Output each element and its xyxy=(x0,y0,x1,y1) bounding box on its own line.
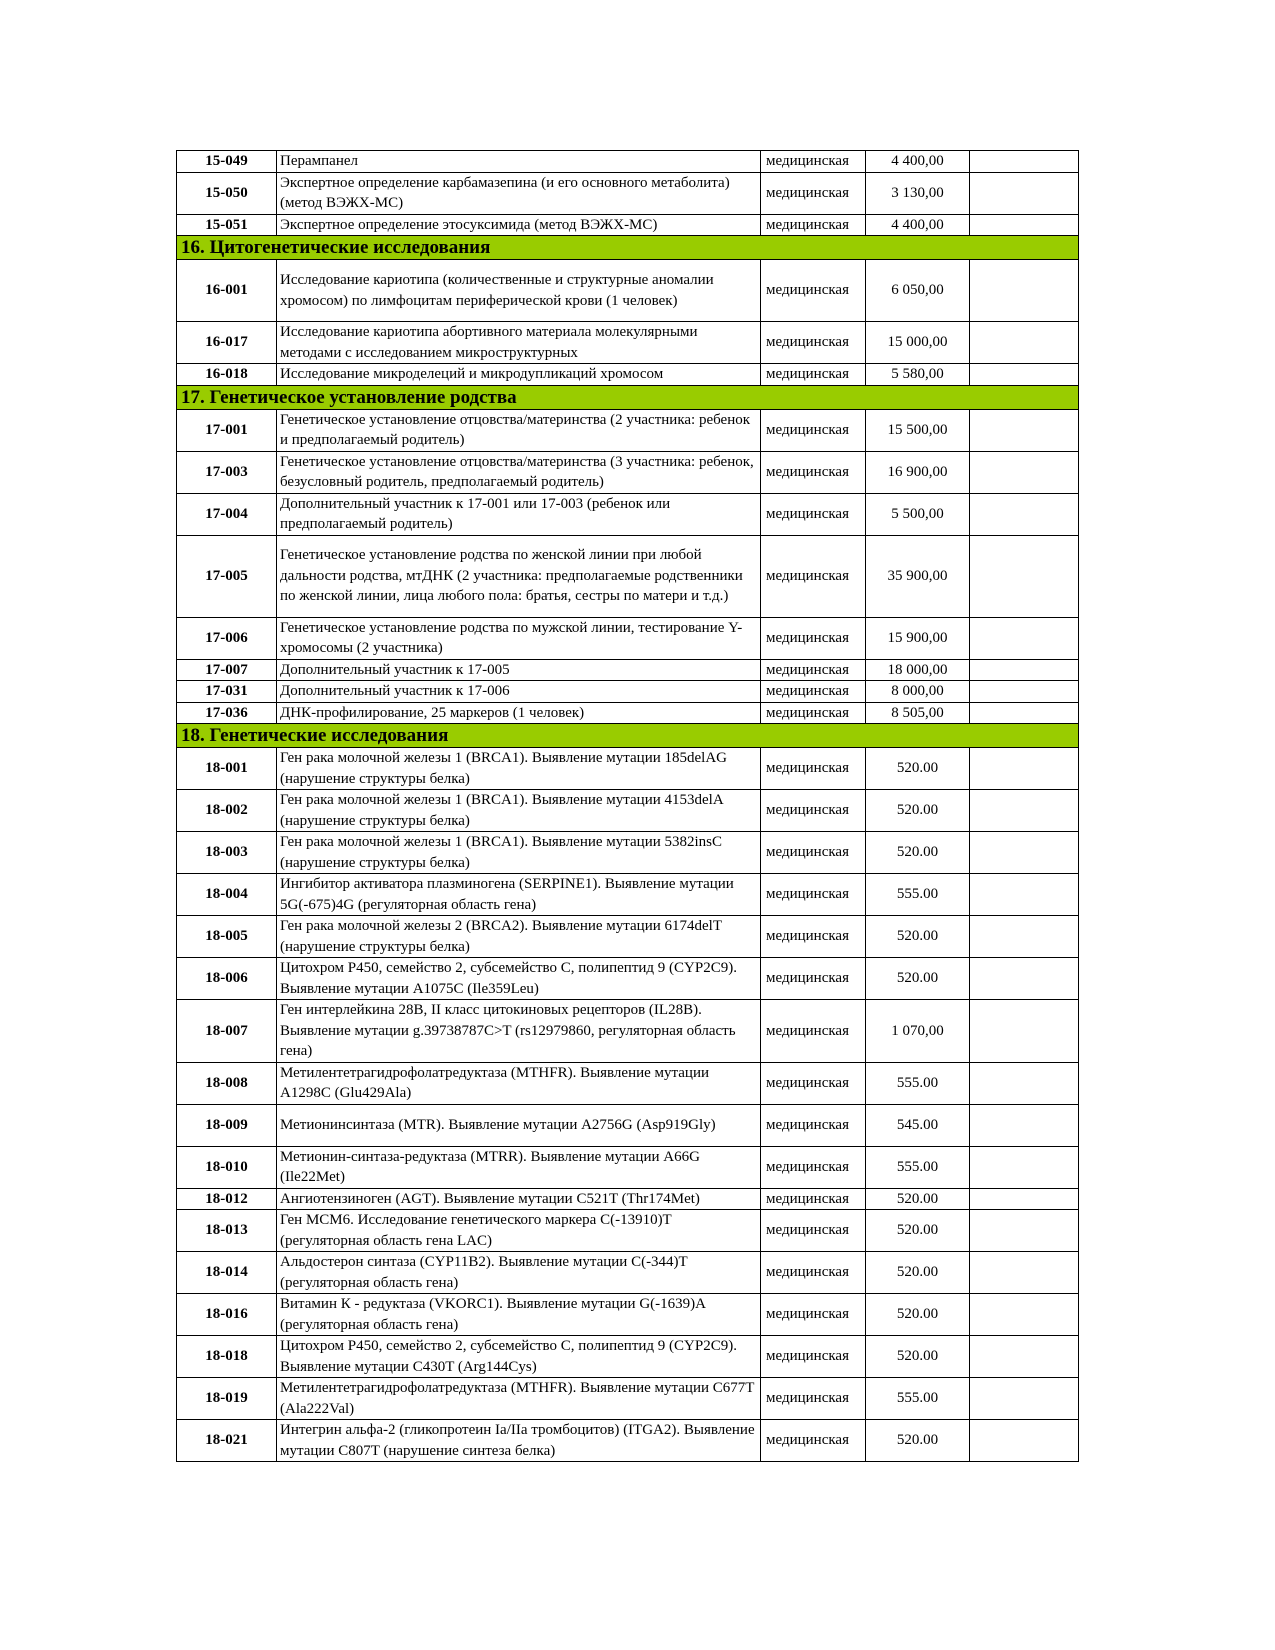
empty-cell xyxy=(970,151,1079,173)
service-type: медицинская xyxy=(761,681,866,703)
price-table-body xyxy=(177,151,1079,1462)
service-name: Ген интерлейкина 28B, II класс цитокиновых рецепторов (IL28B). Выявление мутации g.39738787C>T (rs12979860, регуляторная область гена) xyxy=(277,1000,761,1063)
table-row xyxy=(177,1252,1079,1294)
service-name: Генетическое установление отцовства/материнства (3 участника: ребенок, безусловный родитель, предполагаемый родитель) xyxy=(277,451,761,493)
service-price: 16 900,00 xyxy=(866,451,970,493)
service-type: медицинская xyxy=(761,748,866,790)
service-name: Ген рака молочной железы 2 (BRCA2). Выявление мутации 6174delT (нарушение структуры белка) xyxy=(277,916,761,958)
service-name: Метионинсинтаза (MTR). Выявление мутации A2756G (Asp919Gly) xyxy=(277,1104,761,1146)
service-name: Метилентетрагидрофолатредуктаза (MTHFR). Выявление мутации A1298C (Glu429Ala) xyxy=(277,1062,761,1104)
service-price: 8 000,00 xyxy=(866,681,970,703)
empty-cell xyxy=(970,451,1079,493)
empty-cell xyxy=(970,364,1079,386)
service-price: 520.00 xyxy=(866,1336,970,1378)
empty-cell xyxy=(970,1210,1079,1252)
service-name: Ген рака молочной железы 1 (BRCA1). Выявление мутации 5382insC (нарушение структуры белка) xyxy=(277,832,761,874)
service-name: Метионин-синтаза-редуктаза (MTRR). Выявление мутации A66G (Ile22Met) xyxy=(277,1146,761,1188)
table-row xyxy=(177,1210,1079,1252)
service-price: 6 050,00 xyxy=(866,260,970,322)
table-row xyxy=(177,535,1079,617)
service-price: 4 400,00 xyxy=(866,151,970,173)
service-name: Ген рака молочной железы 1 (BRCA1). Выявление мутации 185delAG (нарушение структуры белка) xyxy=(277,748,761,790)
empty-cell xyxy=(970,535,1079,617)
service-price: 545.00 xyxy=(866,1104,970,1146)
table-row xyxy=(177,659,1079,681)
section-title: 17. Генетическое установление родства xyxy=(177,385,1079,409)
service-type: медицинская xyxy=(761,1062,866,1104)
service-price: 520.00 xyxy=(866,790,970,832)
table-row xyxy=(177,409,1079,451)
table-row xyxy=(177,681,1079,703)
table-row xyxy=(177,832,1079,874)
service-code: 18-006 xyxy=(177,958,277,1000)
service-code: 18-010 xyxy=(177,1146,277,1188)
empty-cell xyxy=(970,409,1079,451)
service-code: 17-036 xyxy=(177,702,277,724)
service-price: 520.00 xyxy=(866,1420,970,1462)
service-type: медицинская xyxy=(761,1252,866,1294)
table-row xyxy=(177,748,1079,790)
service-type: медицинская xyxy=(761,1294,866,1336)
empty-cell xyxy=(970,1252,1079,1294)
service-code: 15-049 xyxy=(177,151,277,173)
service-name: Метилентетрагидрофолатредуктаза (MTHFR). Выявление мутации C677T (Ala222Val) xyxy=(277,1378,761,1420)
service-name: ДНК-профилирование, 25 маркеров (1 человек) xyxy=(277,702,761,724)
service-name: Витамин К - редуктаза (VKORC1). Выявление мутации G(-1639)A (регуляторная область гена) xyxy=(277,1294,761,1336)
service-code: 17-031 xyxy=(177,681,277,703)
service-code: 18-008 xyxy=(177,1062,277,1104)
service-type: медицинская xyxy=(761,958,866,1000)
service-price: 4 400,00 xyxy=(866,214,970,236)
service-price: 520.00 xyxy=(866,958,970,1000)
service-type: медицинская xyxy=(761,535,866,617)
service-type: медицинская xyxy=(761,451,866,493)
table-row xyxy=(177,1420,1079,1462)
table-row xyxy=(177,702,1079,724)
table-row xyxy=(177,874,1079,916)
service-code: 18-004 xyxy=(177,874,277,916)
service-code: 18-019 xyxy=(177,1378,277,1420)
service-code: 17-001 xyxy=(177,409,277,451)
service-price: 555.00 xyxy=(866,874,970,916)
service-code: 17-004 xyxy=(177,493,277,535)
service-name: Дополнительный участник к 17-006 xyxy=(277,681,761,703)
service-price: 520.00 xyxy=(866,916,970,958)
empty-cell xyxy=(970,1420,1079,1462)
service-name: Дополнительный участник к 17-001 или 17-003 (ребенок или предполагаемый родитель) xyxy=(277,493,761,535)
section-title: 16. Цитогенетические исследования xyxy=(177,236,1079,260)
table-row xyxy=(177,322,1079,364)
price-table xyxy=(176,150,1079,1462)
service-name: Исследование кариотипа абортивного материала молекулярными методами с исследованием микроструктурных xyxy=(277,322,761,364)
service-type: медицинская xyxy=(761,1378,866,1420)
table-row xyxy=(177,214,1079,236)
section-header-row xyxy=(177,236,1079,260)
service-type: медицинская xyxy=(761,1146,866,1188)
service-name: Исследование микроделеций и микродупликаций хромосом xyxy=(277,364,761,386)
table-row xyxy=(177,1146,1079,1188)
service-name: Перампанел xyxy=(277,151,761,173)
service-price: 555.00 xyxy=(866,1062,970,1104)
service-type: медицинская xyxy=(761,409,866,451)
service-type: медицинская xyxy=(761,1000,866,1063)
table-row xyxy=(177,1000,1079,1063)
empty-cell xyxy=(970,1336,1079,1378)
empty-cell xyxy=(970,260,1079,322)
service-price: 520.00 xyxy=(866,1210,970,1252)
service-code: 18-021 xyxy=(177,1420,277,1462)
service-price: 15 500,00 xyxy=(866,409,970,451)
service-price: 520.00 xyxy=(866,1252,970,1294)
service-name: Интегрин альфа-2 (гликопротеин Ia/IIa тромбоцитов) (ITGA2). Выявление мутации C807T (нарушение синтеза белка) xyxy=(277,1420,761,1462)
table-row xyxy=(177,151,1079,173)
empty-cell xyxy=(970,916,1079,958)
service-name: Цитохром P450, семейство 2, субсемейство C, полипептид 9 (CYP2C9). Выявление мутации C430T (Arg144Cys) xyxy=(277,1336,761,1378)
empty-cell xyxy=(970,617,1079,659)
service-code: 17-007 xyxy=(177,659,277,681)
service-code: 16-001 xyxy=(177,260,277,322)
service-code: 16-017 xyxy=(177,322,277,364)
table-row xyxy=(177,451,1079,493)
empty-cell xyxy=(970,659,1079,681)
table-row xyxy=(177,958,1079,1000)
service-name: Ген MCM6. Исследование генетического маркера C(-13910)T (регуляторная область гена LAC) xyxy=(277,1210,761,1252)
service-code: 16-018 xyxy=(177,364,277,386)
empty-cell xyxy=(970,790,1079,832)
service-type: медицинская xyxy=(761,1336,866,1378)
service-price: 555.00 xyxy=(866,1378,970,1420)
empty-cell xyxy=(970,1378,1079,1420)
empty-cell xyxy=(970,1104,1079,1146)
service-price: 3 130,00 xyxy=(866,172,970,214)
service-price: 1 070,00 xyxy=(866,1000,970,1063)
service-name: Генетическое установление родства по женской линии при любой дальности родства, мтДНК (2 участника: предполагаемые родственники по женской линии, лица любого пола: братья, сестры по матери и т.д.) xyxy=(277,535,761,617)
empty-cell xyxy=(970,1062,1079,1104)
table-row xyxy=(177,617,1079,659)
service-name: Генетическое установление отцовства/материнства (2 участника: ребенок и предполагаемый родитель) xyxy=(277,409,761,451)
service-name: Генетическое установление родства по мужской линии, тестирование Y-хромосомы (2 участника) xyxy=(277,617,761,659)
table-row xyxy=(177,1378,1079,1420)
service-code: 18-013 xyxy=(177,1210,277,1252)
table-row xyxy=(177,1294,1079,1336)
empty-cell xyxy=(970,958,1079,1000)
service-code: 17-003 xyxy=(177,451,277,493)
service-name: Альдостерон синтаза (CYP11B2). Выявление мутации C(-344)T (регуляторная область гена) xyxy=(277,1252,761,1294)
service-type: медицинская xyxy=(761,214,866,236)
empty-cell xyxy=(970,1294,1079,1336)
table-row xyxy=(177,364,1079,386)
empty-cell xyxy=(970,874,1079,916)
table-row xyxy=(177,916,1079,958)
service-code: 18-016 xyxy=(177,1294,277,1336)
table-row xyxy=(177,1336,1079,1378)
empty-cell xyxy=(970,493,1079,535)
service-type: медицинская xyxy=(761,172,866,214)
service-price: 520.00 xyxy=(866,1294,970,1336)
service-code: 17-005 xyxy=(177,535,277,617)
service-name: Ангиотензиноген (AGT). Выявление мутации C521T (Thr174Met) xyxy=(277,1188,761,1210)
empty-cell xyxy=(970,214,1079,236)
service-price: 520.00 xyxy=(866,832,970,874)
service-price: 5 500,00 xyxy=(866,493,970,535)
table-row xyxy=(177,493,1079,535)
table-row xyxy=(177,172,1079,214)
section-header-row xyxy=(177,385,1079,409)
service-type: медицинская xyxy=(761,260,866,322)
service-code: 15-051 xyxy=(177,214,277,236)
service-code: 18-005 xyxy=(177,916,277,958)
service-type: медицинская xyxy=(761,702,866,724)
service-name: Экспертное определение карбамазепина (и его основного метаболита) (метод ВЭЖХ-МС) xyxy=(277,172,761,214)
empty-cell xyxy=(970,832,1079,874)
service-type: медицинская xyxy=(761,1420,866,1462)
service-price: 15 900,00 xyxy=(866,617,970,659)
service-price: 15 000,00 xyxy=(866,322,970,364)
service-type: медицинская xyxy=(761,1188,866,1210)
service-type: медицинская xyxy=(761,151,866,173)
table-row xyxy=(177,1062,1079,1104)
service-type: медицинская xyxy=(761,832,866,874)
service-name: Дополнительный участник к 17-005 xyxy=(277,659,761,681)
service-code: 18-012 xyxy=(177,1188,277,1210)
service-code: 15-050 xyxy=(177,172,277,214)
service-type: медицинская xyxy=(761,364,866,386)
service-type: медицинская xyxy=(761,659,866,681)
service-code: 18-018 xyxy=(177,1336,277,1378)
service-type: медицинская xyxy=(761,790,866,832)
table-row xyxy=(177,260,1079,322)
service-price: 18 000,00 xyxy=(866,659,970,681)
service-type: медицинская xyxy=(761,1104,866,1146)
service-price: 520.00 xyxy=(866,1188,970,1210)
service-price: 8 505,00 xyxy=(866,702,970,724)
service-code: 18-002 xyxy=(177,790,277,832)
empty-cell xyxy=(970,748,1079,790)
empty-cell xyxy=(970,1146,1079,1188)
table-row xyxy=(177,790,1079,832)
service-type: медицинская xyxy=(761,916,866,958)
empty-cell xyxy=(970,1188,1079,1210)
service-type: медицинская xyxy=(761,322,866,364)
empty-cell xyxy=(970,1000,1079,1063)
service-code: 18-014 xyxy=(177,1252,277,1294)
section-header-row xyxy=(177,724,1079,748)
service-code: 17-006 xyxy=(177,617,277,659)
table-row xyxy=(177,1188,1079,1210)
empty-cell xyxy=(970,322,1079,364)
section-title: 18. Генетические исследования xyxy=(177,724,1079,748)
empty-cell xyxy=(970,702,1079,724)
service-code: 18-009 xyxy=(177,1104,277,1146)
service-name: Исследование кариотипа (количественные и структурные аномалии хромосом) по лимфоцитам периферической крови (1 человек) xyxy=(277,260,761,322)
service-price: 35 900,00 xyxy=(866,535,970,617)
service-name: Ген рака молочной железы 1 (BRCA1). Выявление мутации 4153delA (нарушение структуры белка) xyxy=(277,790,761,832)
service-type: медицинская xyxy=(761,1210,866,1252)
service-name: Экспертное определение этосуксимида (метод ВЭЖХ-МС) xyxy=(277,214,761,236)
service-type: медицинская xyxy=(761,493,866,535)
service-type: медицинская xyxy=(761,874,866,916)
service-price: 520.00 xyxy=(866,748,970,790)
service-price: 555.00 xyxy=(866,1146,970,1188)
service-type: медицинская xyxy=(761,617,866,659)
service-code: 18-003 xyxy=(177,832,277,874)
service-name: Цитохром P450, семейство 2, субсемейство C, полипептид 9 (CYP2C9). Выявление мутации A1075C (Ile359Leu) xyxy=(277,958,761,1000)
service-code: 18-001 xyxy=(177,748,277,790)
table-row xyxy=(177,1104,1079,1146)
service-name: Ингибитор активатора плазминогена (SERPINE1). Выявление мутации 5G(-675)4G (регуляторная область гена) xyxy=(277,874,761,916)
service-code: 18-007 xyxy=(177,1000,277,1063)
service-price: 5 580,00 xyxy=(866,364,970,386)
empty-cell xyxy=(970,681,1079,703)
empty-cell xyxy=(970,172,1079,214)
